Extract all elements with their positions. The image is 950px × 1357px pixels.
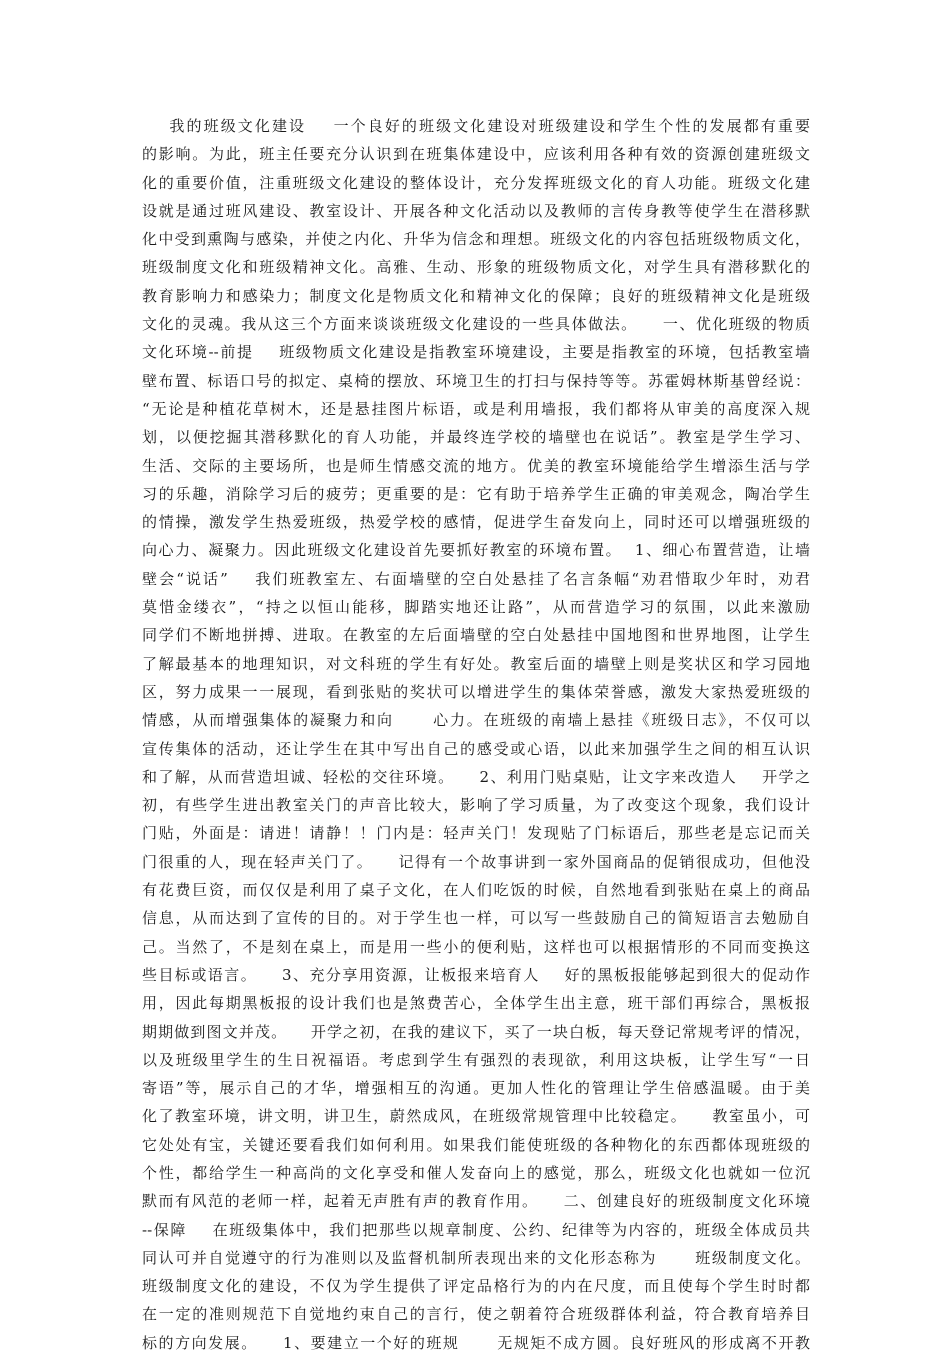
- text-line: 些目标或语言。 3、充分享用资源，让板报来培育人 好的黑板报能够起到很大的促动作: [142, 965, 810, 984]
- text-line: 期期做到图文并茂。 开学之初，在我的建议下，买了一块白板，每天登记常规考评的情况，: [142, 1022, 810, 1041]
- text-line: 我的班级文化建设 一个良好的班级文化建设对班级建设和学生个性的发展都有重要: [142, 117, 810, 135]
- document-body: [142, 112, 810, 1357]
- text-line: 和了解，从而营造坦诚、轻松的交往环境。 2、利用门贴桌贴，让文字来改造人 开学之: [142, 767, 810, 786]
- text-line: 文化的灵魂。我从这三个方面来谈谈班级文化建设的一些具体做法。 一、优化班级的物质: [142, 315, 810, 334]
- text-line: 宣传集体的活动，还让学生在其中写出自己的感受或心语，以此来加强学生之间的相互认识: [142, 739, 810, 758]
- text-line: 门贴，外面是：请进！请静！！门内是：轻声关门！发现贴了门标语后，那些老是忘记而关: [142, 824, 810, 843]
- text-line: --保障 在班级集体中，我们把那些以规章制度、公约、纪律等为内容的，班级全体成员共: [142, 1220, 810, 1239]
- text-line: 化的重要价值，注重班级文化建设的整体设计，充分发挥班级文化的育人功能。班级文化建: [142, 173, 810, 192]
- text-line: 同学们不断地拼搏、进取。在教室的左后面墙壁的空白处悬挂中国地图和世界地图，让学生: [142, 626, 810, 645]
- text-line: 信息，从而达到了宣传的目的。对于学生也一样，可以写一些鼓励自己的简短语言去勉励自: [142, 909, 810, 928]
- text-line: 同认可并自觉遵守的行为准则以及监督机制所表现出来的文化形态称为 班级制度文化。: [142, 1248, 810, 1267]
- text-line: “无论是种植花草树木，还是悬挂图片标语，或是利用墙报，我们都将从审美的高度深入规: [142, 399, 810, 418]
- text-line: 有花费巨资，而仅仅是利用了桌子文化，在人们吃饭的时候，自然地看到张贴在桌上的商品: [142, 881, 810, 900]
- text-line: 划，以便挖掘其潜移默化的育人功能，并最终连学校的墙壁也在说话”。教室是学生学习、: [142, 428, 810, 447]
- text-line: 向心力、凝聚力。因此班级文化建设首先要抓好教室的环境布置。 1、细心布置营造，让墙: [142, 541, 810, 560]
- text-line: 莫惜金缕衣”，“持之以恒山能移，脚踏实地还让路”，从而营造学习的氛围，以此来激励: [142, 598, 810, 617]
- text-line: 文化环境--前提 班级物质文化建设是指教室环境建设，主要是指教室的环境，包括教室墙: [142, 343, 810, 362]
- text-line: 班级制度文化和班级精神文化。高雅、生动、形象的班级物质文化，对学生具有潜移默化的: [142, 258, 810, 277]
- text-line: 它处处有宝，关键还要看我们如何利用。如果我们能使班级的各种物化的东西都体现班级的: [142, 1135, 810, 1154]
- text-line: 化了教室环境，讲文明，讲卫生，蔚然成风，在班级常规管理中比较稳定。 教室虽小，可: [142, 1107, 810, 1126]
- text-line: 寄语”等，展示自己的才华，增强相互的沟通。更加人性化的管理让学生倍感温暖。由于美: [142, 1079, 810, 1098]
- text-line: 班级制度文化的建设，不仅为学生提供了评定品格行为的内在尺度，而且使每个学生时时都: [142, 1277, 810, 1296]
- text-line: 己。当然了，不是刻在桌上，而是用一些小的便利贴，这样也可以根据情形的不同而变换这: [142, 937, 810, 956]
- text-line: 标的方向发展。 1、要建立一个好的班规 无规矩不成方圆。良好班风的形成离不开教: [142, 1333, 810, 1352]
- text-line: 情感，从而增强集体的凝聚力和向 心力。在班级的南墙上悬挂《班级日志》，不仅可以: [142, 711, 810, 730]
- text-line: 壁布置、标语口号的拟定、桌椅的摆放、环境卫生的打扫与保持等等。苏霍姆林斯基曾经说：: [142, 371, 810, 390]
- text-line: 了解最基本的地理知识，对文科班的学生有好处。教室后面的墙壁上则是奖状区和学习园地: [142, 654, 810, 673]
- text-line: 在一定的准则规范下自觉地约束自己的言行，使之朝着符合班级群体利益，符合教育培养目: [142, 1305, 810, 1324]
- text-line: 默而有风范的老师一样，起着无声胜有声的教育作用。 二、创建良好的班级制度文化环境: [142, 1192, 810, 1211]
- text-line: 用，因此每期黑板报的设计我们也是煞费苦心，全体学生出主意，班干部们再综合，黑板报: [142, 994, 810, 1013]
- text-line: 化中受到熏陶与感染，并使之内化、升华为信念和理想。班级文化的内容包括班级物质文化，: [142, 230, 810, 249]
- text-line: 习的乐趣，消除学习后的疲劳；更重要的是：它有助于培养学生正确的审美观念，陶冶学生: [142, 484, 810, 503]
- text-line: 个性，都给学生一种高尚的文化享受和催人发奋向上的感觉，那么，班级文化也就如一位沉: [142, 1163, 810, 1182]
- text-line: 以及班级里学生的生日祝福语。考虑到学生有强烈的表现欲，利用这块板，让学生写“一日: [142, 1050, 810, 1069]
- text-line: 门很重的人，现在轻声关门了。 记得有一个故事讲到一家外国商品的促销很成功，但他没: [142, 852, 810, 871]
- text-line: 壁会“说话” 我们班教室左、右面墙壁的空白处悬挂了名言条幅“劝君惜取少年时，劝君: [142, 569, 810, 588]
- text-line: 教育影响力和感染力；制度文化是物质文化和精神文化的保障；良好的班级精神文化是班级: [142, 286, 810, 305]
- text-line: 的影响。为此，班主任要充分认识到在班集体建设中，应该利用各种有效的资源创建班级文: [142, 145, 810, 164]
- text-line: 区，努力成果一一展现，看到张贴的奖状可以增进学生的集体荣誉感，激发大家热爱班级的: [142, 682, 810, 701]
- text-line: 的情操，激发学生热爱班级，热爱学校的感情，促进学生奋发向上，同时还可以增强班级的: [142, 513, 810, 532]
- text-line: 设就是通过班风建设、教室设计、开展各种文化活动以及教师的言传身教等使学生在潜移默: [142, 201, 810, 220]
- text-line: 初，有些学生进出教室关门的声音比较大，影响了学习质量，为了改变这个现象，我们设计: [142, 796, 810, 815]
- text-line: 生活、交际的主要场所，也是师生情感交流的地方。优美的教室环境能给学生增添生活与学: [142, 456, 810, 475]
